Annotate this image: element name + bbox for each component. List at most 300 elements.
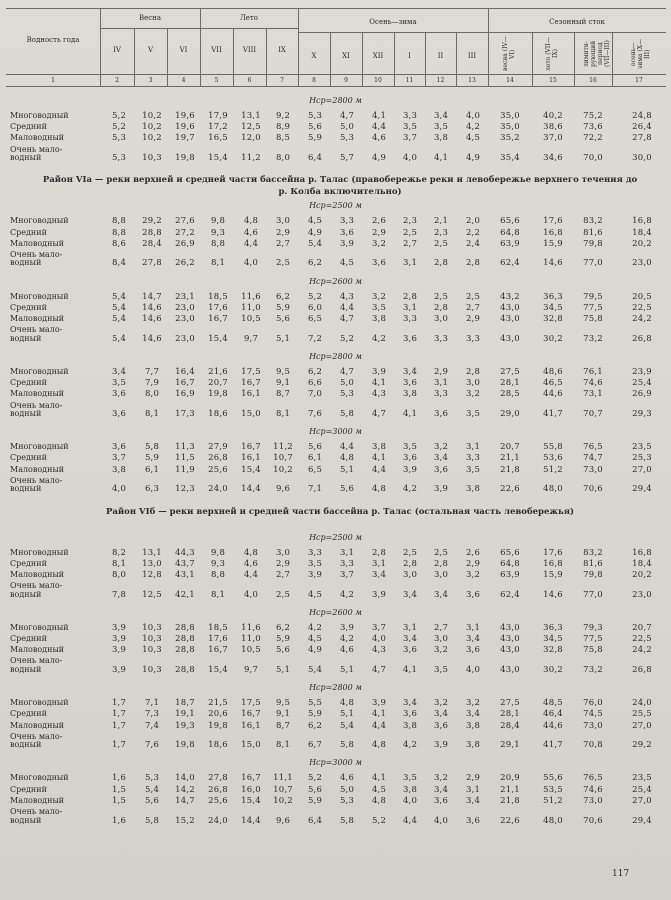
table-cell: 10,2: [273, 795, 293, 806]
month-ii: II: [437, 52, 444, 60]
table-cell: 21,1: [500, 453, 520, 464]
table-cell: 17,6: [543, 216, 563, 227]
table-cell: 20,7: [500, 442, 520, 453]
header-top-rule: [6, 8, 666, 9]
table-cell: 74,6: [583, 784, 603, 795]
table-cell: 22,6: [500, 484, 520, 495]
table-cell: 73,1: [583, 389, 603, 400]
table-cell: 20,2: [632, 238, 652, 249]
row-label: Маловодный: [10, 645, 65, 655]
table-cell: 4,4: [339, 442, 355, 453]
table-cell: 3,4: [433, 709, 449, 720]
table-cell: 70,0: [583, 153, 603, 164]
table-cell: 3,2: [371, 238, 387, 249]
table-cell: 4,3: [371, 389, 387, 400]
table-cell: 6,2: [307, 720, 323, 731]
season-autumn-winter-label: осень—зима (X—III): [630, 38, 651, 70]
table-cell: 8,2: [111, 547, 127, 558]
table-cell: 5,3: [339, 795, 355, 806]
table-cell: 3,4: [465, 795, 481, 806]
table-cell: 3,9: [433, 484, 449, 495]
table-row: [0, 133, 671, 143]
table-cell: 18,5: [208, 622, 228, 633]
table-cell: 18,6: [208, 409, 228, 419]
table-cell: 3,5: [465, 409, 481, 419]
table-cell: 10,2: [142, 111, 162, 121]
row-label: водный: [10, 815, 42, 825]
table-cell: 5,4: [111, 314, 127, 324]
table-cell: 37,0: [543, 133, 563, 144]
table-cell: 3,4: [402, 366, 418, 377]
table-cell: 2,5: [433, 547, 449, 558]
table-cell: 11,6: [241, 622, 261, 633]
table-cell: 29,2: [632, 740, 652, 751]
table-row: [0, 122, 671, 132]
table-cell: 11,9: [175, 464, 195, 475]
table-cell: 3,1: [402, 622, 418, 633]
table-cell: 3,6: [465, 645, 481, 656]
table-row: [0, 773, 671, 783]
table-cell: 2,5: [402, 227, 418, 238]
table-cell: 3,0: [433, 634, 449, 644]
row-label: Маловодный: [10, 464, 65, 474]
table-cell: 16,1: [241, 453, 261, 464]
table-cell: 25,4: [632, 784, 652, 795]
table-cell: 1,5: [111, 795, 127, 806]
table-cell: 44,6: [543, 389, 563, 400]
table-cell: 4,4: [402, 815, 418, 826]
table-cell: 76,1: [583, 366, 603, 377]
table-cell: 17,6: [208, 302, 228, 313]
row-label: водный: [10, 589, 42, 599]
table-row: [0, 548, 671, 558]
table-cell: 14,6: [142, 314, 162, 324]
table-cell: 16,8: [543, 227, 563, 238]
table-cell: 6,1: [307, 453, 323, 464]
table-cell: 2,8: [402, 558, 418, 569]
table-cell: 3,2: [433, 645, 449, 656]
table-cell: 24,0: [208, 815, 228, 826]
month-iv: IV: [113, 46, 121, 54]
table-cell: 3,3: [402, 111, 418, 121]
table-cell: 3,0: [433, 569, 449, 580]
month-ix: IX: [278, 46, 286, 54]
colnum: 10: [374, 77, 382, 84]
table-cell: 5,4: [339, 720, 355, 731]
table-cell: 3,3: [433, 389, 449, 400]
table-row: [0, 453, 671, 463]
table-cell: 27,5: [500, 698, 520, 709]
table-cell: 3,1: [465, 784, 481, 795]
table-cell: 19,1: [175, 709, 195, 720]
table-cell: 2,3: [433, 227, 449, 238]
table-cell: 4,8: [243, 547, 259, 558]
table-cell: 83,2: [583, 216, 603, 227]
table-cell: 9,7: [243, 333, 259, 344]
table-cell: 7,2: [307, 333, 323, 344]
table-cell: 3,5: [433, 122, 449, 133]
table-cell: 3,8: [402, 389, 418, 400]
table-cell: 3,9: [111, 664, 127, 675]
table-cell: 3,4: [465, 634, 481, 644]
table-cell: 14,6: [142, 333, 162, 344]
table-cell: 8,5: [275, 133, 291, 144]
table-cell: 4,1: [402, 664, 418, 675]
table-cell: 8,1: [275, 740, 291, 751]
table-cell: 16,1: [241, 389, 261, 400]
table-cell: 4,8: [339, 453, 355, 464]
table-cell: 3,4: [371, 569, 387, 580]
table-cell: 2,7: [433, 622, 449, 633]
table-cell: 3,8: [465, 740, 481, 751]
table-cell: 16,4: [175, 366, 195, 377]
table-cell: 16,0: [241, 784, 261, 795]
table-cell: 25,6: [208, 464, 228, 475]
row-label: Очень мало-: [10, 400, 63, 410]
table-row: [0, 484, 671, 494]
table-cell: 73,0: [583, 795, 603, 806]
table-cell: 7,6: [307, 409, 323, 419]
table-cell: 4,2: [307, 622, 323, 633]
table-cell: 3,6: [402, 378, 418, 389]
table-cell: 64,8: [500, 227, 520, 238]
table-cell: 24,0: [208, 484, 228, 495]
table-cell: 77,5: [583, 634, 603, 644]
row-label: Маловодный: [10, 795, 65, 805]
table-cell: 22,5: [632, 302, 652, 313]
table-cell: 2,1: [433, 216, 449, 227]
table-cell: 27,8: [632, 133, 652, 144]
table-cell: 20,6: [208, 709, 228, 720]
table-cell: 43,7: [175, 558, 195, 569]
table-cell: 4,6: [339, 645, 355, 656]
table-cell: 3,5: [433, 664, 449, 675]
table-cell: 2,7: [465, 302, 481, 313]
table-cell: 4,0: [371, 634, 387, 644]
table-cell: 10,3: [142, 634, 162, 644]
table-cell: 5,9: [307, 709, 323, 720]
table-cell: 51,2: [543, 464, 563, 475]
row-label: Многоводный: [10, 698, 69, 708]
row-label: Многоводный: [10, 442, 69, 452]
table-cell: 3,6: [402, 645, 418, 656]
table-cell: 51,2: [543, 795, 563, 806]
table-cell: 2,8: [402, 291, 418, 302]
table-cell: 16,8: [543, 558, 563, 569]
table-cell: 12,8: [142, 569, 162, 580]
table-cell: 35,4: [500, 153, 520, 164]
table-cell: 73,2: [583, 664, 603, 675]
table-cell: 3,8: [371, 442, 387, 453]
table-row: [0, 378, 671, 388]
table-cell: 4,5: [307, 589, 323, 600]
table-cell: 74,5: [583, 709, 603, 720]
table-cell: 20,5: [632, 291, 652, 302]
month-xi: XI: [342, 52, 350, 60]
table-cell: 32,8: [543, 314, 563, 324]
table-cell: 43,1: [175, 569, 195, 580]
table-cell: 15,9: [543, 238, 563, 249]
table-cell: 21,6: [208, 366, 228, 377]
table-cell: 9,1: [275, 709, 291, 720]
table-cell: 3,3: [433, 333, 449, 344]
table-cell: 5,2: [371, 815, 387, 826]
table-cell: 2,4: [465, 238, 481, 249]
table-cell: 6,4: [307, 153, 323, 164]
row-label: Очень мало-: [10, 731, 63, 741]
table-cell: 4,1: [371, 773, 387, 784]
table-cell: 7,3: [144, 709, 160, 720]
table-cell: 3,9: [111, 622, 127, 633]
colnum: 12: [436, 77, 445, 84]
row-label: Маловодный: [10, 238, 65, 248]
table-cell: 10,5: [241, 645, 261, 656]
row-label: Средний: [10, 302, 47, 312]
colnum: 17: [635, 77, 643, 84]
table-cell: 24,2: [632, 314, 652, 324]
table-cell: 73,0: [583, 720, 603, 731]
row-label: Многоводный: [10, 216, 69, 226]
table-cell: 21,8: [500, 464, 520, 475]
table-cell: 43,0: [500, 664, 520, 675]
table-cell: 5,6: [307, 784, 323, 795]
table-row: [0, 389, 671, 399]
table-cell: 11,6: [241, 291, 261, 302]
table-cell: 26,8: [632, 664, 652, 675]
table-row: [0, 216, 671, 226]
table-cell: 24,2: [632, 645, 652, 656]
table-cell: 27,2: [175, 227, 195, 238]
header-seasonal-runoff: Сезонный сток: [549, 18, 605, 26]
table-cell: 13,1: [241, 111, 261, 121]
table-cell: 16,7: [208, 645, 228, 656]
table-cell: 48,0: [543, 815, 563, 826]
table-cell: 28,8: [175, 645, 195, 656]
table-cell: 48,6: [543, 366, 563, 377]
table-row: [0, 623, 671, 633]
table-cell: 4,0: [111, 484, 127, 495]
table-cell: 65,6: [500, 216, 520, 227]
table-cell: 73,0: [583, 464, 603, 475]
table-cell: 3,2: [465, 389, 481, 400]
table-cell: 11,0: [241, 302, 261, 313]
table-cell: 27,0: [632, 720, 652, 731]
row-label: водный: [10, 153, 42, 163]
table-cell: 19,8: [175, 153, 195, 164]
table-cell: 5,3: [144, 773, 160, 784]
table-cell: 3,6: [433, 464, 449, 475]
altitude-heading: Hср=2800 м: [309, 96, 362, 105]
table-cell: 6,2: [307, 366, 323, 377]
row-label: Многоводный: [10, 547, 69, 557]
table-cell: 12,0: [241, 133, 261, 144]
table-row: [0, 570, 671, 580]
table-cell: 4,0: [243, 589, 259, 600]
table-cell: 2,7: [402, 238, 418, 249]
table-cell: 18,7: [175, 698, 195, 709]
table-cell: 7,6: [144, 740, 160, 751]
table-cell: 76,5: [583, 442, 603, 453]
table-cell: 9,3: [210, 558, 226, 569]
table-cell: 5,2: [307, 773, 323, 784]
table-cell: 5,1: [339, 709, 355, 720]
table-cell: 11,2: [273, 442, 293, 453]
table-cell: 4,9: [307, 227, 323, 238]
table-cell: 5,8: [339, 409, 355, 419]
table-cell: 4,9: [307, 645, 323, 656]
table-cell: 27,9: [208, 442, 228, 453]
table-cell: 5,4: [111, 302, 127, 313]
table-cell: 4,0: [433, 815, 449, 826]
table-cell: 36,3: [543, 291, 563, 302]
table-cell: 1,6: [111, 773, 127, 784]
table-cell: 9,6: [275, 815, 291, 826]
table-cell: 4,2: [339, 589, 355, 600]
table-cell: 3,5: [465, 464, 481, 475]
table-cell: 10,7: [273, 784, 293, 795]
altitude-heading: Hср=2800 м: [309, 683, 362, 693]
table-cell: 3,8: [433, 133, 449, 144]
table-cell: 5,4: [144, 784, 160, 795]
table-cell: 4,5: [307, 216, 323, 227]
table-cell: 16,9: [175, 389, 195, 400]
table-cell: 3,1: [371, 558, 387, 569]
table-cell: 5,8: [144, 815, 160, 826]
colnum: 15: [549, 77, 557, 84]
table-cell: 7,9: [144, 378, 160, 389]
table-cell: 3,5: [402, 122, 418, 133]
row-label: Средний: [10, 378, 47, 388]
table-cell: 8,8: [210, 238, 226, 249]
row-label: Средний: [10, 227, 47, 237]
table-row: [0, 816, 671, 826]
table-cell: 9,3: [210, 227, 226, 238]
table-cell: 16,7: [241, 773, 261, 784]
table-cell: 28,8: [175, 634, 195, 644]
table-cell: 3,9: [371, 698, 387, 709]
table-cell: 6,5: [307, 464, 323, 475]
table-cell: 3,9: [111, 634, 127, 644]
table-cell: 77,5: [583, 302, 603, 313]
row-label: Маловодный: [10, 133, 65, 143]
table-cell: 13,1: [142, 547, 162, 558]
table-cell: 11,0: [241, 634, 261, 644]
table-cell: 5,3: [111, 133, 127, 144]
table-cell: 44,3: [175, 547, 195, 558]
table-cell: 5,6: [275, 314, 291, 324]
table-cell: 2,5: [275, 589, 291, 600]
table-cell: 5,6: [307, 442, 323, 453]
table-cell: 11,5: [175, 453, 195, 464]
table-cell: 3,3: [465, 333, 481, 344]
table-cell: 2,9: [465, 558, 481, 569]
table-cell: 2,5: [433, 238, 449, 249]
table-cell: 3,0: [433, 314, 449, 324]
autumn-group-rule: [298, 32, 488, 33]
table-cell: 15,0: [241, 409, 261, 419]
table-cell: 10,5: [241, 314, 261, 324]
row-label: Многоводный: [10, 111, 69, 120]
table-cell: 27,8: [142, 258, 162, 269]
table-cell: 29,3: [632, 409, 652, 419]
table-cell: 4,0: [243, 258, 259, 269]
table-cell: 3,6: [433, 720, 449, 731]
table-cell: 5,7: [339, 153, 355, 164]
table-row: [0, 665, 671, 675]
season-spring-label: весна (IV—VI): [502, 36, 516, 72]
table-cell: 7,4: [144, 720, 160, 731]
table-cell: 5,1: [339, 664, 355, 675]
table-cell: 2,9: [433, 366, 449, 377]
table-cell: 4,8: [371, 795, 387, 806]
table-cell: 70,6: [583, 815, 603, 826]
table-cell: 4,7: [371, 409, 387, 419]
table-cell: 41,7: [543, 409, 563, 419]
row-label: Средний: [10, 709, 47, 719]
table-row: [0, 442, 671, 452]
table-cell: 10,3: [142, 664, 162, 675]
table-cell: 23,0: [632, 258, 652, 269]
row-label: водный: [10, 258, 42, 268]
month-v: V: [147, 46, 154, 54]
table-cell: 4,2: [339, 634, 355, 644]
table-cell: 3,9: [339, 238, 355, 249]
row-label: Средний: [10, 634, 47, 643]
table-cell: 1,6: [111, 815, 127, 826]
table-row: [0, 645, 671, 655]
table-cell: 3,2: [465, 569, 481, 580]
table-cell: 76,5: [583, 773, 603, 784]
table-cell: 63,9: [500, 238, 520, 249]
table-cell: 9,8: [210, 547, 226, 558]
table-row: [0, 785, 671, 795]
row-label: Маловодный: [10, 569, 65, 579]
row-label: водный: [10, 409, 42, 418]
table-cell: 23,0: [175, 314, 195, 324]
table-cell: 14,6: [142, 302, 162, 313]
table-cell: 19,3: [175, 720, 195, 731]
row-label: Средний: [10, 122, 47, 132]
table-cell: 2,6: [465, 547, 481, 558]
table-cell: 4,6: [339, 773, 355, 784]
table-cell: 3,9: [402, 464, 418, 475]
table-cell: 4,7: [339, 314, 355, 324]
table-cell: 8,1: [111, 558, 127, 569]
page-number: 117: [612, 869, 630, 879]
table-cell: 8,7: [275, 720, 291, 731]
table-cell: 4,1: [371, 378, 387, 389]
table-cell: 79,3: [583, 622, 603, 633]
table-cell: 9,5: [275, 366, 291, 377]
table-cell: 5,0: [339, 784, 355, 795]
table-cell: 12,5: [142, 589, 162, 600]
table-cell: 6,0: [307, 302, 323, 313]
table-cell: 24,8: [632, 111, 652, 121]
table-row: [0, 228, 671, 238]
table-cell: 1,7: [111, 720, 127, 731]
table-cell: 28,1: [500, 709, 520, 720]
table-cell: 3,7: [339, 569, 355, 580]
table-cell: 8,0: [144, 389, 160, 400]
row-label: Многоводный: [10, 773, 69, 783]
row-label: Средний: [10, 453, 47, 463]
table-cell: 5,3: [339, 389, 355, 400]
table-cell: 4,5: [307, 634, 323, 644]
header-spring: Весна: [138, 14, 162, 22]
table-cell: 25,3: [632, 453, 652, 464]
table-cell: 32,8: [543, 645, 563, 656]
table-cell: 8,1: [210, 589, 226, 600]
